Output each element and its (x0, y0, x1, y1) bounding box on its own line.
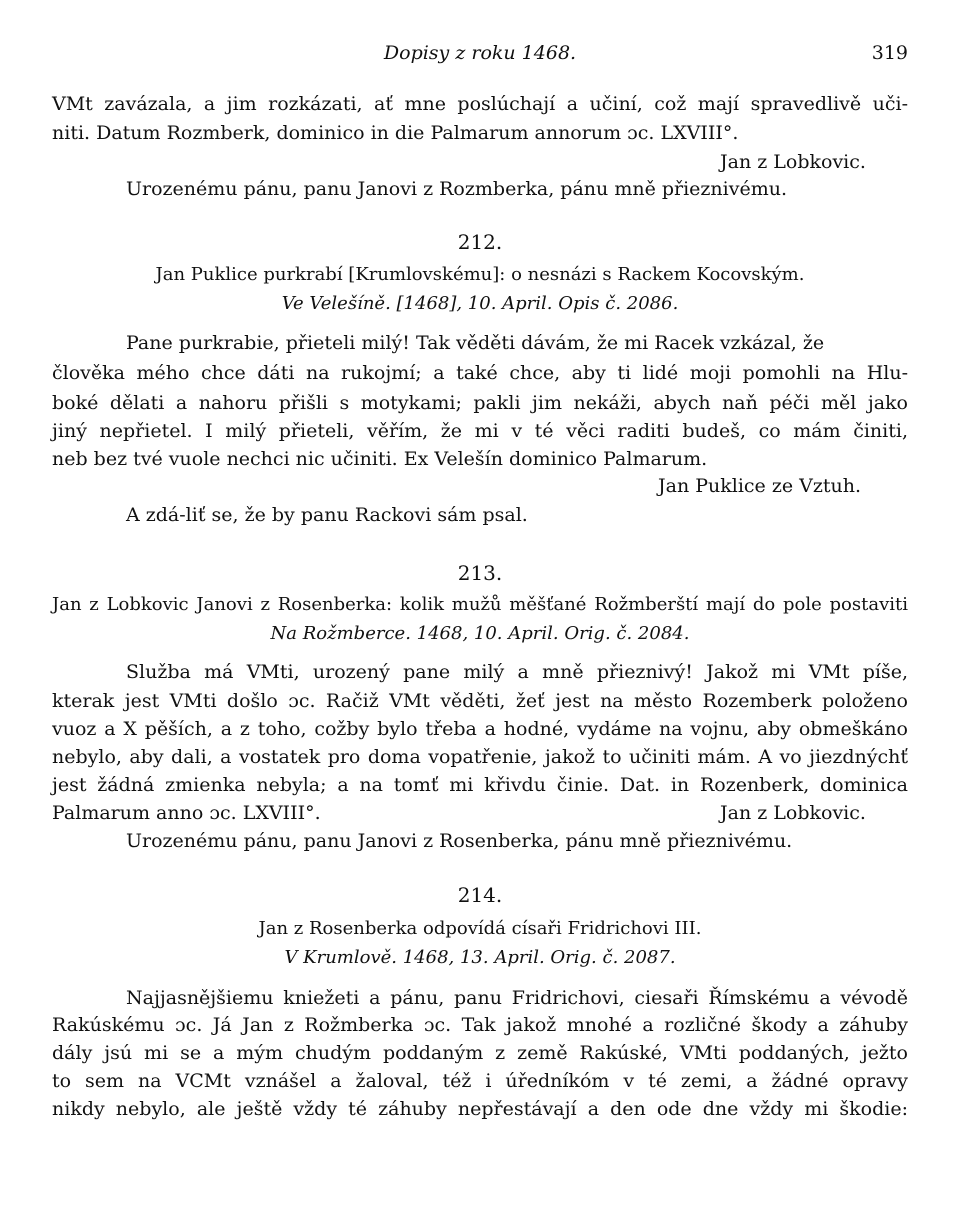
text-line: to sem na VCMt vznášel a žaloval, též i úředníkóm v té zemi, a žádné opravy (52, 1070, 908, 1092)
running-title: Dopisy z roku 1468. (383, 42, 577, 64)
letter-source: Na Rožmberce. 1468, 10. April. Orig. č. 2084. (270, 623, 690, 644)
letter-number: 213. (457, 561, 503, 585)
signature: Jan z Lobkovic. (720, 802, 866, 824)
address-line: Urozenému pánu, panu Janovi z Rosenberka, pánu mně přieznivému. (126, 830, 793, 852)
text-line: dály jsú mi se a mým chudým poddaným z země Rakúské, VMti poddaných, ježto (52, 1042, 908, 1064)
text-line: neb bez tvé vuole nechci nic učiniti. Ex Velešín dominico Palmarum. (52, 448, 708, 470)
text-line: Pane purkrabie, přieteli milý! Tak věděti dávám, že mi Racek vzkázal, že (126, 332, 825, 354)
text-line: nikdy nebylo, ale ještě vždy té záhuby nepřestávají a den ode dne vždy mi škodie: (52, 1098, 908, 1120)
letter-summary: Jan z Rosenberka odpovídá císaři Fridrichovi III. (258, 918, 702, 939)
text-line: Rakúskému ɔc. Já Jan z Rožmberka ɔc. Tak jakož mnohé a rozličné škody a záhuby (52, 1014, 908, 1036)
text-line: Služba má VMti, urozený pane milý a mně přieznivý! Jakož mi VMt píše, (126, 661, 908, 683)
address-line: Urozenému pánu, panu Janovi z Rozmberka, pánu mně přieznivému. (126, 178, 788, 200)
text-line: Palmarum anno ɔc. LXVIII°. (52, 802, 321, 824)
signature: Jan Puklice ze Vztuh. (658, 475, 862, 497)
letter-number: 212. (457, 230, 503, 254)
letter-summary: Jan Puklice purkrabí [Krumlovskému]: o nesnázi s Rackem Kocovským. (155, 264, 805, 285)
letter-summary: Jan z Lobkovic Janovi z Rosenberka: kolik mužů měšťané Rožmberští mají do pole postaviti (52, 594, 908, 615)
text-line: nebylo, aby dali, a vostatek pro doma vopatřenie, jakož to učiniti mám. A vo jiezdnýchť (52, 746, 908, 768)
text-line: boké dělati a nahoru přišli s motykami; pakli jim nekáži, abych naň péči měl jako (52, 392, 908, 414)
text-line: kterak jest VMti došlo ɔc. Račiž VMt věděti, žeť jest na město Rozemberk položeno (52, 690, 908, 712)
text-line: VMt zavázala, a jim rozkázati, ať mne poslúchají a učiní, což mají spravedlivě uči- (52, 93, 908, 115)
letter-number: 214. (457, 883, 503, 907)
page-number: 319 (871, 42, 908, 64)
signature: Jan z Lobkovic. (720, 151, 866, 173)
text-line: vuoz a X pěších, a z toho, cožby bylo třeba a hodné, vydáme na vojnu, aby obmeškáno (52, 718, 908, 740)
text-line: člověka mého chce dáti na rukojmí; a také chce, aby ti lidé moji pomohli na Hlu- (52, 362, 908, 384)
postscript: A zdá-liť se, že by panu Rackovi sám psal. (126, 504, 528, 526)
text-line: jest žádná zmienka nebyla; a na tomť mi křivdu činie. Dat. in Rozenberk, dominica (52, 774, 908, 796)
letter-source: Ve Velešíně. [1468], 10. April. Opis č. 2086. (281, 293, 679, 314)
text-line: niti. Datum Rozmberk, dominico in die Palmarum annorum ɔc. LXVIII°. (52, 122, 739, 144)
letter-source: V Krumlově. 1468, 13. April. Orig. č. 2087. (284, 947, 676, 968)
text-line: jiný nepřietel. I milý přieteli, věřím, že mi v té věci raditi budeš, co mám činiti, (52, 420, 908, 442)
text-line: Najjasnějšiemu kniežeti a pánu, panu Fridrichovi, ciesaři Římskému a vévodě (126, 987, 908, 1009)
